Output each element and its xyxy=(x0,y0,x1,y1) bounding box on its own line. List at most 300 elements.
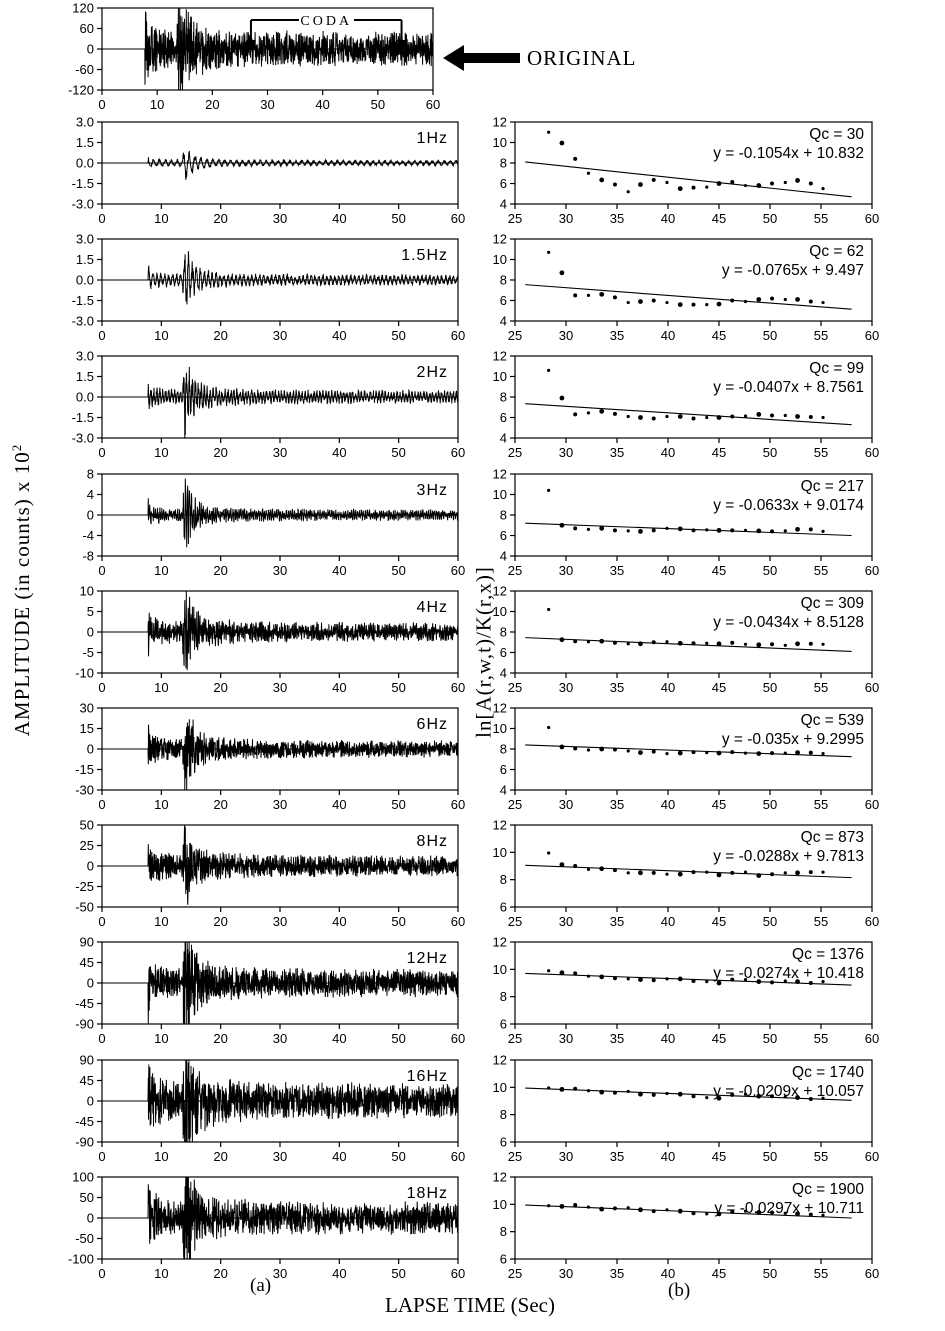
x-tick-label: 25 xyxy=(507,211,523,226)
y-tick-label: -4 xyxy=(82,528,94,543)
x-tick-label: 45 xyxy=(711,1266,727,1281)
x-tick-label: 55 xyxy=(813,328,829,343)
x-tick-label: 25 xyxy=(507,1031,523,1046)
x-axis-title: LAPSE TIME (Sec) xyxy=(385,1293,555,1317)
y-tick-label: 4 xyxy=(499,665,507,681)
data-point xyxy=(678,302,683,307)
data-point xyxy=(678,872,683,877)
y-tick-label: 12 xyxy=(492,700,507,716)
x-tick-label: 25 xyxy=(507,797,523,812)
x-tick-label: 50 xyxy=(762,680,778,695)
x-tick-label: 55 xyxy=(813,1149,829,1164)
qc-value-label: Qc = 217 xyxy=(800,478,864,495)
y-tick-label: 4 xyxy=(499,313,507,329)
y-tick-label: 12 xyxy=(492,466,507,482)
y-tick-label: 0.0 xyxy=(75,389,94,405)
y-tick-label: -45 xyxy=(75,1114,94,1129)
x-tick-label: 10 xyxy=(154,563,169,578)
x-tick-label: 60 xyxy=(864,1266,880,1281)
data-point xyxy=(744,643,747,646)
data-point xyxy=(784,298,787,301)
data-point xyxy=(547,851,550,854)
data-point xyxy=(730,414,734,418)
y-tick-label: 6 xyxy=(499,1016,507,1032)
seismogram-trace xyxy=(102,825,458,904)
coda-fit-panel-qc1376 xyxy=(468,932,945,1044)
y-tick-label: 4 xyxy=(499,430,507,446)
data-point xyxy=(717,641,722,646)
data-point xyxy=(547,726,550,729)
x-tick-label: 40 xyxy=(332,328,347,343)
data-point xyxy=(784,181,787,184)
y-tick-label: -15 xyxy=(75,762,94,777)
data-point xyxy=(795,527,800,532)
y-tick-label: 50 xyxy=(79,817,94,833)
x-tick-label: 30 xyxy=(260,97,275,112)
x-tick-label: 0 xyxy=(98,211,106,226)
x-tick-label: 10 xyxy=(154,445,169,460)
data-point xyxy=(573,864,577,868)
data-point xyxy=(809,751,813,755)
data-point xyxy=(770,296,774,300)
data-point xyxy=(678,526,683,531)
y-tick-label: -3.0 xyxy=(71,313,94,329)
regression-equation-label: y = -0.0274x + 10.418 xyxy=(713,965,864,982)
data-point xyxy=(692,750,696,754)
x-tick-label: 20 xyxy=(205,97,220,112)
data-point xyxy=(599,1207,604,1212)
x-tick-label: 30 xyxy=(558,1031,574,1046)
y-tick-label: -120 xyxy=(67,82,94,98)
y-tick-label: 0 xyxy=(86,858,94,874)
seismogram-trace xyxy=(102,367,458,438)
y-tick-label: 0 xyxy=(86,975,94,991)
x-tick-label: 30 xyxy=(558,563,574,578)
x-tick-label: 50 xyxy=(391,680,406,695)
x-tick-label: 20 xyxy=(213,680,228,695)
y-tick-label: 10 xyxy=(492,487,507,502)
y-tick-label: 60 xyxy=(79,21,94,36)
data-point xyxy=(560,637,565,642)
caption-b: (b) xyxy=(668,1280,691,1301)
y-tick-label: -10 xyxy=(75,665,94,681)
data-point xyxy=(560,862,565,867)
coda-fit-panel-qc1740 xyxy=(468,1050,945,1162)
y-tick-label: 6 xyxy=(499,176,507,191)
x-tick-label: 30 xyxy=(272,1149,288,1164)
data-point xyxy=(573,746,577,750)
data-point xyxy=(573,293,577,297)
regression-equation-label: y = -0.035x + 9.2995 xyxy=(721,731,864,748)
panel-frequency-label: 12Hz xyxy=(406,950,448,967)
panel-frequency-label: 16Hz xyxy=(406,1068,448,1085)
x-tick-label: 20 xyxy=(213,1266,228,1281)
data-point xyxy=(587,868,590,871)
data-point xyxy=(587,172,590,175)
y-tick-label: 6 xyxy=(499,410,507,425)
x-tick-label: 35 xyxy=(609,1149,625,1164)
x-tick-label: 55 xyxy=(813,563,829,578)
y-tick-label: 12 xyxy=(492,114,507,130)
x-tick-label: 30 xyxy=(272,211,288,226)
data-point xyxy=(613,183,617,187)
x-tick-label: 0 xyxy=(98,1149,106,1164)
data-point xyxy=(678,641,683,646)
left-y-axis-title-text: AMPLITUDE (in counts) x 10 xyxy=(10,451,34,737)
data-point xyxy=(744,871,747,874)
data-point xyxy=(795,641,800,646)
data-point xyxy=(717,751,722,756)
data-point xyxy=(705,416,708,419)
x-tick-label: 45 xyxy=(711,1149,727,1164)
regression-equation-label: y = -0.0209x + 10.057 xyxy=(713,1083,864,1100)
data-point xyxy=(692,641,696,645)
x-tick-label: 25 xyxy=(507,1266,523,1281)
data-point xyxy=(692,528,696,532)
x-tick-label: 25 xyxy=(507,680,523,695)
y-tick-label: -50 xyxy=(75,899,94,915)
x-tick-label: 50 xyxy=(391,1266,406,1281)
x-tick-label: 50 xyxy=(762,445,778,460)
data-point xyxy=(795,870,800,875)
y-tick-label: -3.0 xyxy=(71,430,94,446)
data-point xyxy=(809,870,813,874)
y-tick-label: -60 xyxy=(75,62,94,77)
x-tick-label: 10 xyxy=(154,797,169,812)
panel-frequency-label: 1Hz xyxy=(416,130,448,147)
x-tick-label: 40 xyxy=(660,914,676,929)
x-tick-label: 60 xyxy=(450,680,466,695)
data-point xyxy=(638,299,643,304)
data-point xyxy=(705,303,708,306)
data-point xyxy=(809,415,813,419)
data-point xyxy=(573,1203,577,1207)
data-point xyxy=(599,974,604,979)
x-tick-label: 45 xyxy=(711,914,727,929)
data-point xyxy=(770,751,774,755)
data-point xyxy=(795,297,800,302)
coda-fit-panel-qc99 xyxy=(468,346,945,458)
data-point xyxy=(692,417,696,421)
data-point xyxy=(678,977,683,982)
data-point xyxy=(560,1204,565,1209)
y-tick-label: 8 xyxy=(499,507,507,523)
x-tick-label: 10 xyxy=(154,680,169,695)
x-tick-label: 40 xyxy=(660,328,676,343)
coda-fit-panel-qc539 xyxy=(468,698,945,810)
data-point xyxy=(770,413,774,417)
data-point xyxy=(705,871,708,874)
data-point xyxy=(560,523,565,528)
y-tick-label: 8 xyxy=(499,272,507,288)
x-tick-label: 40 xyxy=(660,211,676,226)
data-point xyxy=(613,528,617,532)
y-tick-label: -5 xyxy=(82,645,94,660)
data-point xyxy=(665,640,668,643)
data-point xyxy=(627,871,630,874)
data-point xyxy=(627,1206,630,1209)
waveform-panel-original xyxy=(0,0,945,112)
x-tick-label: 40 xyxy=(332,797,347,812)
x-tick-label: 0 xyxy=(98,914,106,929)
seismogram-trace xyxy=(102,719,458,789)
regression-equation-label: y = -0.0434x + 8.5128 xyxy=(713,614,864,631)
seismogram-trace xyxy=(102,479,458,548)
coda-fit-panel-qc30 xyxy=(468,112,945,224)
data-point xyxy=(560,1087,565,1092)
coda-label: CODA xyxy=(300,14,353,29)
y-tick-label: -90 xyxy=(75,1016,94,1032)
x-tick-label: 40 xyxy=(332,1149,347,1164)
x-tick-label: 45 xyxy=(711,563,727,578)
y-tick-label: 4 xyxy=(499,548,507,564)
data-point xyxy=(756,183,761,188)
data-point xyxy=(821,530,824,533)
data-point xyxy=(705,528,708,531)
x-tick-label: 50 xyxy=(762,1266,778,1281)
data-point xyxy=(730,750,734,754)
x-tick-label: 55 xyxy=(813,1266,829,1281)
y-tick-label: -50 xyxy=(75,1231,94,1246)
data-point xyxy=(613,976,617,980)
x-tick-label: 40 xyxy=(332,1266,347,1281)
x-tick-label: 30 xyxy=(272,328,288,343)
y-tick-label: -30 xyxy=(75,782,94,798)
data-point xyxy=(809,527,813,531)
x-tick-label: 0 xyxy=(98,445,106,460)
y-tick-label: -1.5 xyxy=(71,293,94,308)
data-point xyxy=(599,178,604,183)
data-point xyxy=(638,641,643,646)
data-point xyxy=(587,975,590,978)
x-tick-label: 30 xyxy=(558,211,574,226)
x-tick-label: 0 xyxy=(98,797,106,812)
regression-equation-label: y = -0.0288x + 9.7813 xyxy=(713,848,864,865)
qc-value-label: Qc = 539 xyxy=(800,712,864,729)
x-tick-label: 30 xyxy=(272,445,288,460)
regression-equation-label: y = -0.0765x + 9.497 xyxy=(721,262,864,279)
x-tick-label: 10 xyxy=(154,1266,169,1281)
x-tick-label: 60 xyxy=(864,914,880,929)
y-tick-label: 50 xyxy=(79,1190,94,1205)
y-tick-label: 12 xyxy=(492,583,507,599)
y-tick-label: 6 xyxy=(499,645,507,660)
x-tick-label: 50 xyxy=(391,1149,406,1164)
y-tick-label: 8 xyxy=(499,624,507,640)
x-tick-label: 50 xyxy=(762,914,778,929)
data-point xyxy=(665,415,668,418)
data-point xyxy=(784,529,787,532)
data-point xyxy=(717,528,722,533)
y-tick-label: 8 xyxy=(499,389,507,405)
x-tick-label: 60 xyxy=(450,797,466,812)
regression-equation-label: y = -0.0633x + 9.0174 xyxy=(713,497,864,514)
data-point xyxy=(652,1093,656,1097)
regression-equation-label: y = -0.0407x + 8.7561 xyxy=(713,379,864,396)
data-point xyxy=(678,414,683,419)
x-tick-label: 35 xyxy=(609,563,625,578)
y-tick-label: -1.5 xyxy=(71,410,94,425)
x-tick-label: 25 xyxy=(507,1149,523,1164)
regression-equation-label: y = -0.1054x + 10.832 xyxy=(713,145,864,162)
x-tick-label: 40 xyxy=(660,563,676,578)
original-annotation xyxy=(443,45,636,71)
x-tick-label: 60 xyxy=(450,914,466,929)
y-tick-label: 0 xyxy=(86,624,94,640)
data-point xyxy=(756,751,761,756)
left-y-axis-title-exponent: 2 xyxy=(9,443,24,452)
x-tick-label: 25 xyxy=(507,445,523,460)
x-tick-label: 40 xyxy=(660,680,676,695)
data-point xyxy=(665,752,668,755)
data-point xyxy=(665,301,668,304)
data-point xyxy=(809,182,813,186)
x-tick-label: 55 xyxy=(813,211,829,226)
x-tick-label: 20 xyxy=(213,328,228,343)
data-point xyxy=(784,871,787,874)
data-point xyxy=(638,977,643,982)
y-tick-label: 10 xyxy=(492,1079,507,1095)
data-point xyxy=(599,747,604,752)
data-point xyxy=(665,1208,668,1211)
data-point xyxy=(547,608,550,611)
y-tick-label: 5 xyxy=(86,604,94,619)
y-tick-label: 0 xyxy=(86,1210,94,1226)
data-point xyxy=(560,141,565,146)
data-point xyxy=(587,640,590,643)
x-tick-label: 40 xyxy=(332,680,347,695)
data-point xyxy=(809,300,813,304)
y-tick-label: 1.5 xyxy=(75,135,94,150)
data-point xyxy=(613,295,617,299)
x-tick-label: 40 xyxy=(315,97,330,112)
y-tick-label: 10 xyxy=(492,1196,507,1212)
x-tick-label: 35 xyxy=(609,445,625,460)
y-tick-label: 8 xyxy=(499,872,507,888)
x-tick-label: 20 xyxy=(213,563,228,578)
data-point xyxy=(560,970,565,975)
data-point xyxy=(652,528,656,532)
data-point xyxy=(638,529,643,534)
x-tick-label: 10 xyxy=(154,1149,169,1164)
x-tick-label: 40 xyxy=(332,563,347,578)
x-tick-label: 60 xyxy=(864,680,880,695)
data-point xyxy=(665,527,668,530)
x-tick-label: 50 xyxy=(391,914,406,929)
data-point xyxy=(692,870,696,874)
y-tick-label: 0 xyxy=(86,1093,94,1109)
y-tick-label: 90 xyxy=(79,934,94,950)
x-tick-label: 40 xyxy=(660,1149,676,1164)
data-point xyxy=(717,415,722,420)
data-point xyxy=(547,1204,550,1207)
x-tick-label: 20 xyxy=(213,914,228,929)
y-tick-label: 100 xyxy=(72,1169,94,1185)
panel-frequency-label: 4Hz xyxy=(416,599,448,616)
x-tick-label: 60 xyxy=(450,445,466,460)
y-tick-label: 3.0 xyxy=(75,231,94,247)
data-point xyxy=(613,641,617,645)
x-tick-label: 60 xyxy=(450,211,466,226)
x-tick-label: 20 xyxy=(213,1149,228,1164)
x-tick-label: 50 xyxy=(762,211,778,226)
data-point xyxy=(573,971,577,975)
y-tick-label: 8 xyxy=(499,741,507,757)
y-tick-label: 10 xyxy=(492,135,507,150)
x-tick-label: 50 xyxy=(762,563,778,578)
left-arrow-icon xyxy=(443,45,520,71)
qc-value-label: Qc = 99 xyxy=(809,360,864,377)
x-tick-label: 40 xyxy=(660,1266,676,1281)
data-point xyxy=(730,180,734,184)
x-tick-label: 60 xyxy=(864,328,880,343)
y-tick-label: 90 xyxy=(79,1052,94,1068)
y-tick-label: 4 xyxy=(86,487,94,502)
qc-value-label: Qc = 1900 xyxy=(792,1181,864,1198)
y-tick-label: 0 xyxy=(86,41,94,57)
x-tick-label: 60 xyxy=(425,97,441,112)
seismogram-trace xyxy=(102,1060,458,1141)
data-point xyxy=(652,978,656,982)
data-point xyxy=(627,415,630,418)
data-point xyxy=(560,270,565,275)
y-tick-label: -3.0 xyxy=(71,196,94,212)
data-point xyxy=(638,750,643,755)
y-tick-label: 45 xyxy=(79,1073,94,1088)
data-point xyxy=(756,297,761,302)
data-point xyxy=(692,1094,696,1098)
y-tick-label: 6 xyxy=(499,762,507,777)
qc-value-label: Qc = 62 xyxy=(809,243,864,260)
panel-frequency-label: 18Hz xyxy=(406,1185,448,1202)
data-point xyxy=(692,1211,696,1215)
data-point xyxy=(665,873,668,876)
data-point xyxy=(573,639,577,643)
y-tick-label: 0.0 xyxy=(75,155,94,171)
y-tick-label: 4 xyxy=(499,196,507,212)
data-point xyxy=(652,871,656,875)
data-point xyxy=(638,870,643,875)
data-point xyxy=(744,414,747,417)
qc-value-label: Qc = 30 xyxy=(809,126,864,143)
y-tick-label: 8 xyxy=(499,989,507,1005)
y-tick-label: 0 xyxy=(86,507,94,523)
data-point xyxy=(756,642,761,647)
data-point xyxy=(652,1209,656,1213)
qc-value-label: Qc = 309 xyxy=(800,595,864,612)
coda-fit-panel-qc217 xyxy=(468,464,945,576)
y-tick-label: 12 xyxy=(492,934,507,950)
x-tick-label: 45 xyxy=(711,797,727,812)
y-tick-label: 3.0 xyxy=(75,114,94,130)
data-point xyxy=(678,1209,683,1214)
x-tick-label: 60 xyxy=(864,211,880,226)
x-tick-label: 40 xyxy=(660,797,676,812)
data-point xyxy=(587,1205,590,1208)
x-tick-label: 50 xyxy=(391,1031,406,1046)
data-point xyxy=(627,642,630,645)
x-tick-label: 35 xyxy=(609,1031,625,1046)
data-point xyxy=(587,411,590,414)
data-point xyxy=(717,181,722,186)
x-tick-label: 10 xyxy=(149,97,165,112)
data-point xyxy=(627,749,630,752)
x-tick-label: 60 xyxy=(864,1031,880,1046)
data-point xyxy=(599,866,604,871)
x-tick-label: 50 xyxy=(391,563,406,578)
data-point xyxy=(547,969,550,972)
data-point xyxy=(730,299,734,303)
